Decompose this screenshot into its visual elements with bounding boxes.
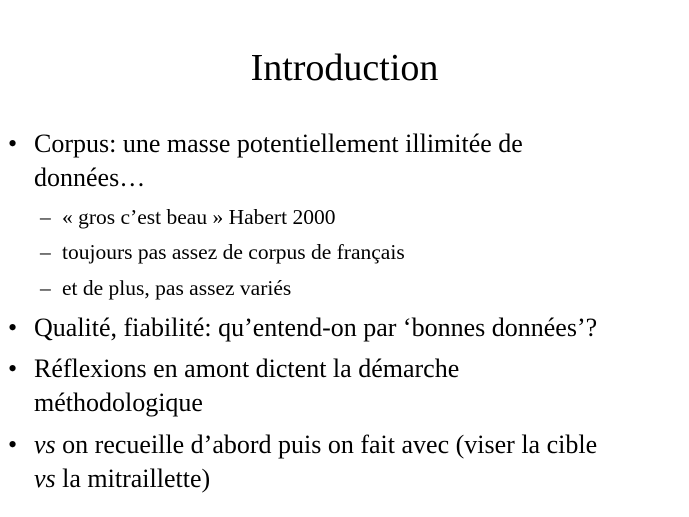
subitem-text: « gros c’est beau » Habert 2000 bbox=[62, 205, 336, 229]
bullet-text-line: Réflexions en amont dictent la démarche bbox=[34, 354, 460, 383]
bullet-marker: • bbox=[8, 430, 18, 459]
vs-emphasis: vs bbox=[34, 464, 56, 493]
subitem-text: toujours pas assez de corpus de français bbox=[62, 240, 405, 264]
bullet-marker: • bbox=[8, 354, 18, 383]
bullet-item-reflexions bbox=[8, 352, 674, 420]
vs-emphasis: vs bbox=[34, 430, 56, 459]
dash-marker: – bbox=[40, 240, 51, 264]
bullet-item-corpus bbox=[8, 127, 674, 195]
bullet-text-line bbox=[34, 428, 674, 462]
slide-title: Introduction bbox=[250, 47, 439, 89]
dash-marker: – bbox=[40, 276, 51, 300]
bullet-marker: • bbox=[8, 313, 18, 342]
bullet-text-line bbox=[34, 462, 674, 496]
bullet-text-line: données… bbox=[34, 163, 146, 192]
bullet-item-qualite bbox=[8, 311, 674, 345]
bullet-marker: • bbox=[8, 129, 18, 158]
subitem-pas-assez-varies bbox=[40, 274, 662, 302]
bullet-text-line: méthodologique bbox=[34, 388, 203, 417]
dash-marker: – bbox=[40, 205, 51, 229]
bullet-text-line: Qualité, fiabilité: qu’entend-on par ‘bonnes données’? bbox=[34, 313, 598, 342]
bullet-text-rest: on recueille d’abord puis on fait avec (viser la cible bbox=[55, 430, 598, 459]
subitem-corpus-francais bbox=[40, 238, 662, 266]
bullet-item-vs bbox=[8, 428, 674, 496]
bullet-text-rest: la mitraillette) bbox=[55, 464, 211, 493]
bullet-text-line: Corpus: une masse potentiellement illimitée de bbox=[34, 129, 523, 158]
subitem-gros-cest-beau bbox=[40, 203, 662, 231]
subitem-text: et de plus, pas assez variés bbox=[62, 276, 292, 300]
